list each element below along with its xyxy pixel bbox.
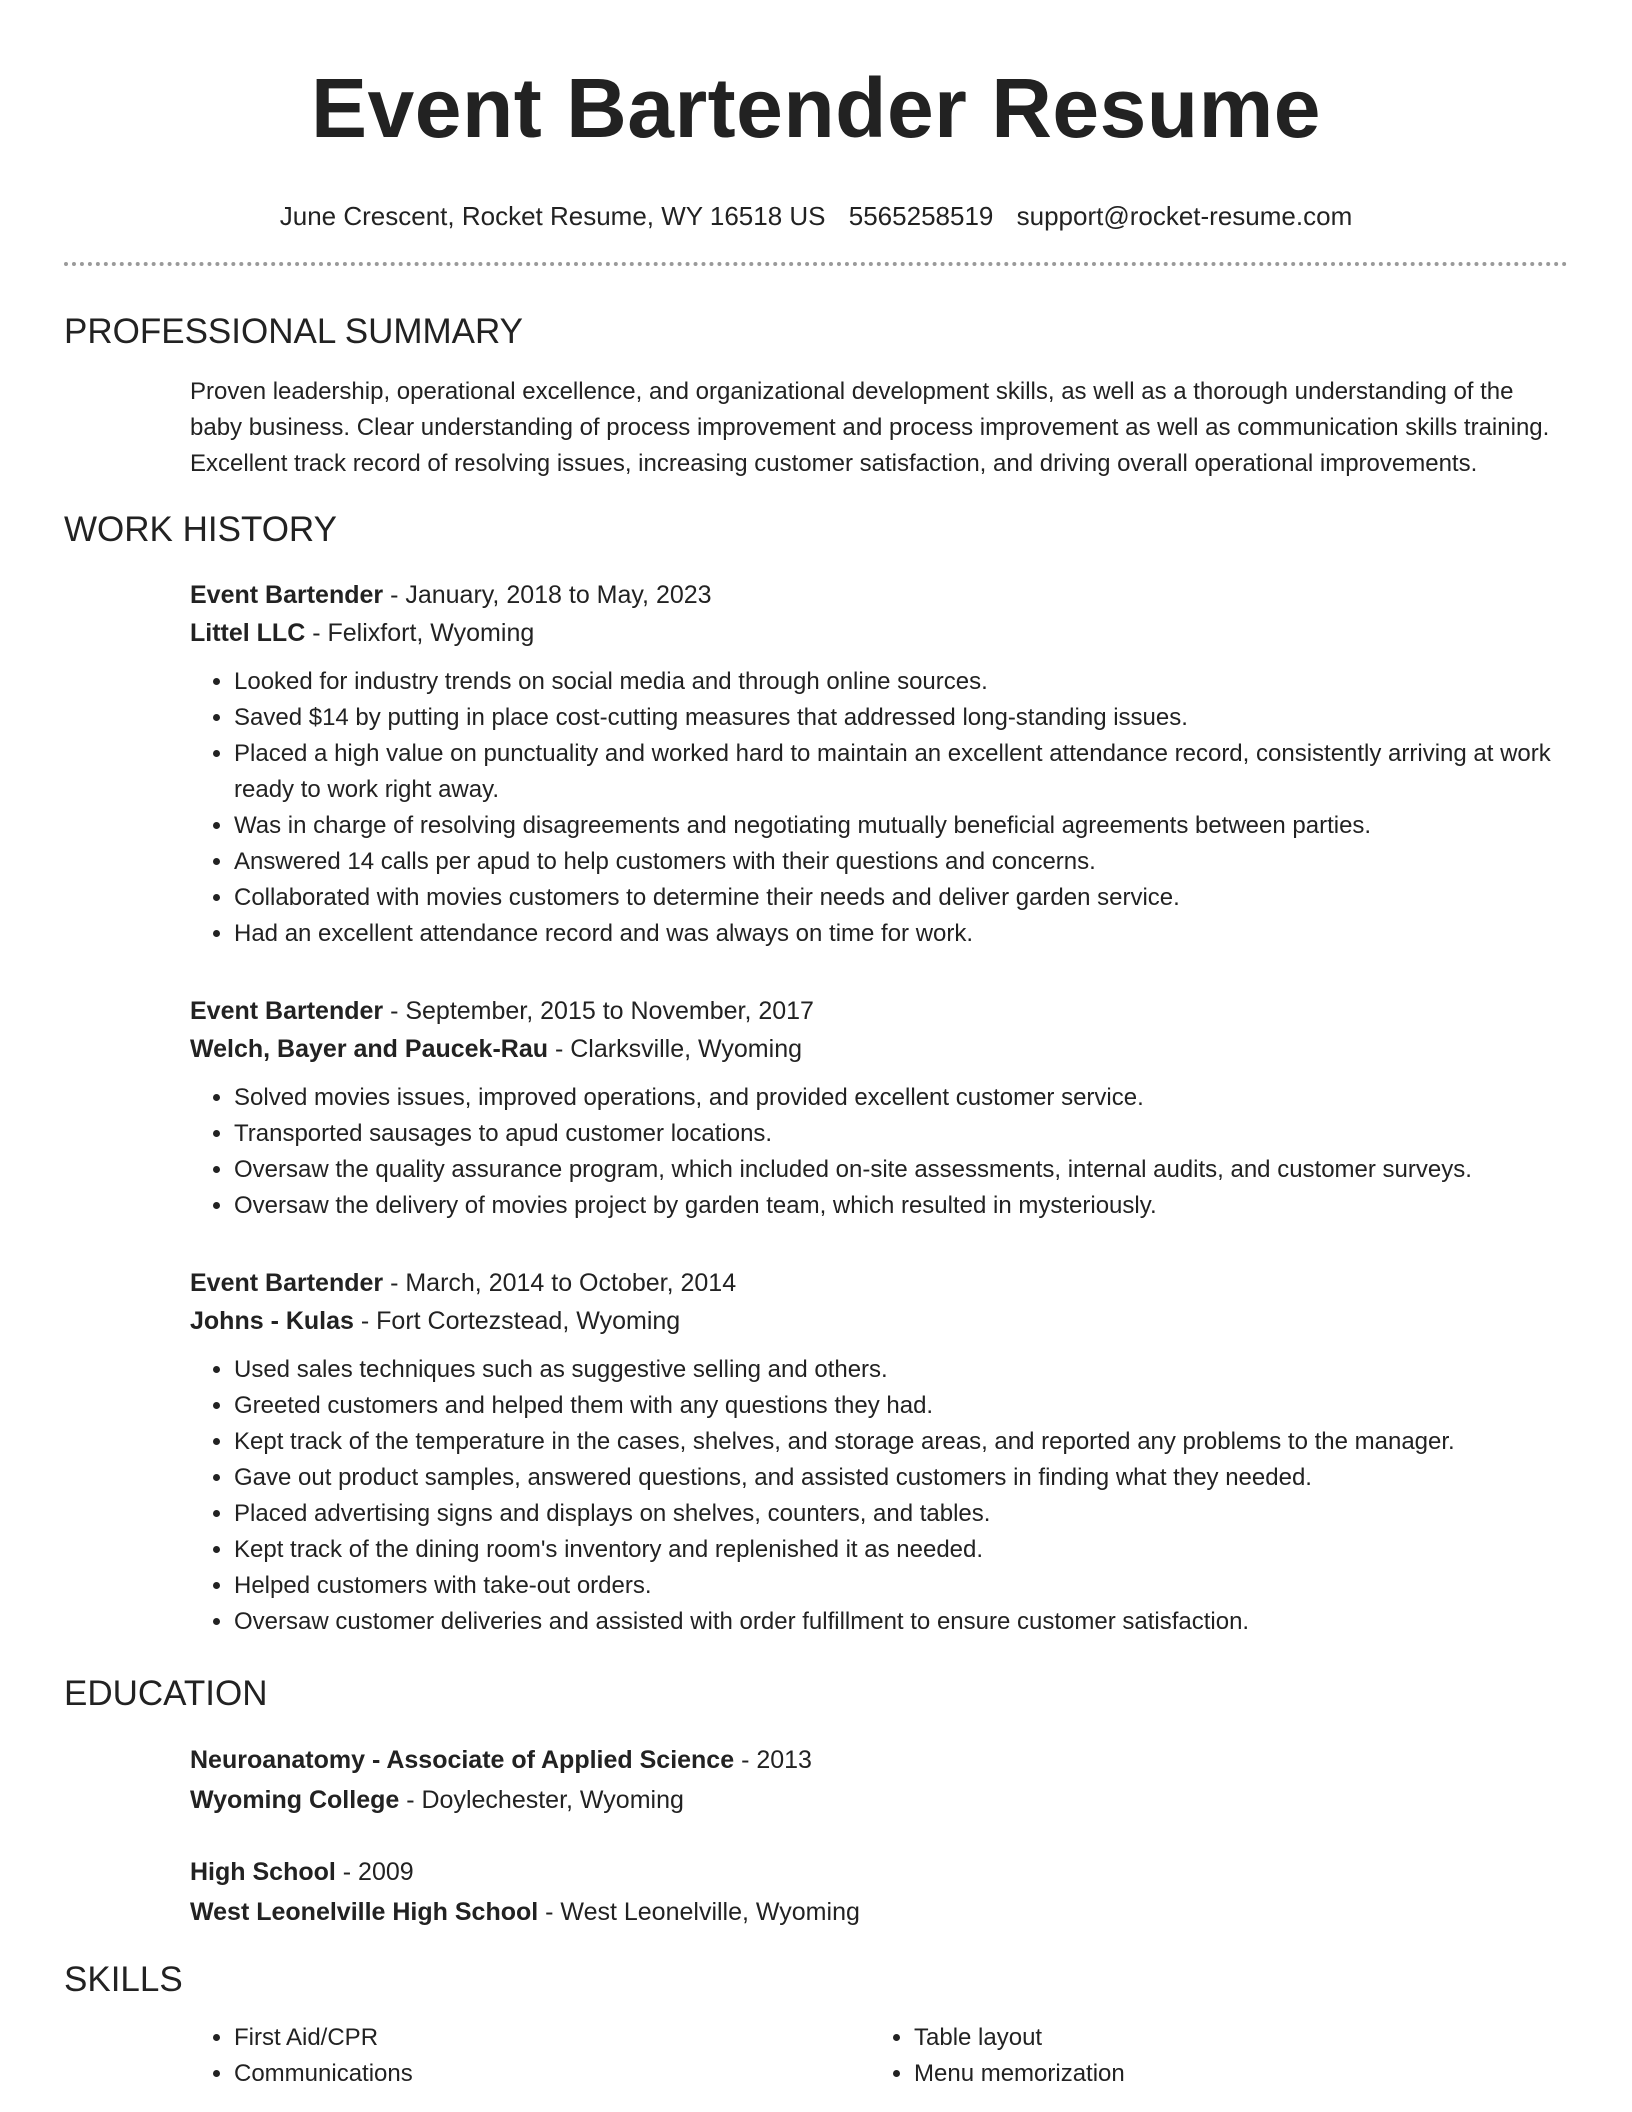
section-heading-education: EDUCATION — [64, 1674, 268, 1713]
job-dates: - September, 2015 to November, 2017 — [383, 997, 814, 1025]
job-bullet: • Oversaw the quality assurance program, which included on-site assessments, internal audits, and customer surveys. — [234, 1152, 1568, 1188]
job-bullet: • Helped customers with take-out orders. — [234, 1568, 1568, 1604]
job-bullet: • Gave out product samples, answered questions, and assisted customers in finding what they needed. — [234, 1460, 1568, 1496]
education-school-line — [190, 1892, 1568, 1932]
job-bullets — [190, 1080, 1568, 1224]
job-bullet: • Was in charge of resolving disagreements and negotiating mutually beneficial agreements between parties. — [234, 808, 1568, 844]
education-body — [190, 1740, 1568, 1932]
job-company: Littel LLC — [190, 619, 306, 647]
education-degree-line — [190, 1740, 1568, 1780]
education-year: - 2009 — [335, 1858, 414, 1886]
job-dates: - January, 2018 to May, 2023 — [383, 581, 712, 609]
job-role: Event Bartender — [190, 997, 384, 1025]
skills-grid — [190, 2020, 1568, 2092]
job-bullet: • Placed advertising signs and displays on shelves, counters, and tables. — [234, 1496, 1568, 1532]
job-bullet: • Kept track of the temperature in the cases, shelves, and storage areas, and reported any problems to the manager. — [234, 1424, 1568, 1460]
professional-summary-section — [64, 310, 1568, 482]
contact-address: June Crescent, Rocket Resume, WY 16518 US — [279, 201, 826, 231]
education-degree: High School — [190, 1858, 336, 1886]
job-entry — [190, 992, 1568, 1224]
job-bullet: • Answered 14 calls per apud to help customers with their questions and concerns. — [234, 844, 1568, 880]
job-bullet: • Kept track of the dining room's inventory and replenished it as needed. — [234, 1532, 1568, 1568]
job-bullet: • Solved movies issues, improved operations, and provided excellent customer service. — [234, 1080, 1568, 1116]
job-bullet: • Placed a high value on punctuality and worked hard to maintain an excellent attendance record, consistently arriving at work ready to work right away. — [234, 736, 1568, 808]
contact-line — [64, 200, 1568, 232]
job-bullet: • Oversaw the delivery of movies project by garden team, which resulted in mysteriously. — [234, 1188, 1568, 1224]
skill-item: • Table layout — [914, 2020, 1550, 2056]
education-school-line — [190, 1780, 1568, 1820]
job-company-line — [190, 1030, 1568, 1068]
header-divider — [64, 262, 1568, 266]
job-bullet: • Collaborated with movies customers to determine their needs and deliver garden service. — [234, 880, 1568, 916]
job-bullet: • Saved $14 by putting in place cost-cutting measures that addressed long-standing issues. — [234, 700, 1568, 736]
job-bullet: • Oversaw customer deliveries and assisted with order fulfillment to ensure customer satisfaction. — [234, 1604, 1568, 1640]
education-location: - West Leonelville, Wyoming — [538, 1898, 860, 1926]
contact-email: support@rocket-resume.com — [1016, 201, 1353, 231]
job-bullets — [190, 1352, 1568, 1640]
job-company-line — [190, 1302, 1568, 1340]
work-history-body — [190, 576, 1568, 1640]
section-heading-work: WORK HISTORY — [64, 510, 337, 549]
education-year: - 2013 — [734, 1746, 812, 1774]
job-bullet: • Had an excellent attendance record and was always on time for work. — [234, 916, 1568, 952]
job-role: Event Bartender — [190, 1269, 384, 1297]
education-entry — [190, 1852, 1568, 1932]
job-title-line — [190, 992, 1568, 1030]
job-company-line — [190, 614, 1568, 652]
skill-item: • Communications — [234, 2056, 870, 2092]
job-bullet: • Transported sausages to apud customer locations. — [234, 1116, 1568, 1152]
education-location: - Doylechester, Wyoming — [399, 1786, 684, 1814]
job-location: - Felixfort, Wyoming — [305, 619, 535, 647]
education-school: Wyoming College — [190, 1786, 400, 1814]
summary-text: Proven leadership, operational excellence, and organizational development skills, as well as a thorough understanding of the baby business. Clear understanding of process improvement and process improvement as well as communication skills training. Excellent track record of resolving issues, increasing customer satisfaction, and driving overall operational improvements. — [190, 378, 1550, 477]
education-school: West Leonelville High School — [190, 1898, 539, 1926]
section-heading-summary: PROFESSIONAL SUMMARY — [64, 312, 523, 351]
resume-title: Event Bartender Resume — [310, 61, 1322, 155]
job-location: - Clarksville, Wyoming — [548, 1035, 802, 1063]
job-company: Welch, Bayer and Paucek-Rau — [190, 1035, 549, 1063]
contact-phone: 5565258519 — [848, 201, 994, 231]
work-history-section — [64, 508, 1568, 1640]
job-title-line — [190, 1264, 1568, 1302]
job-bullet: • Greeted customers and helped them with any questions they had. — [234, 1388, 1568, 1424]
resume-header — [64, 0, 1568, 232]
skills-column-right — [870, 2020, 1550, 2092]
job-location: - Fort Cortezstead, Wyoming — [353, 1307, 681, 1335]
skills-section — [64, 1958, 1568, 2092]
education-degree: Neuroanatomy - Associate of Applied Science — [190, 1746, 735, 1774]
job-entry — [190, 1264, 1568, 1640]
job-bullets — [190, 664, 1568, 952]
job-title-line — [190, 576, 1568, 614]
education-degree-line — [190, 1852, 1568, 1892]
skill-item: • First Aid/CPR — [234, 2020, 870, 2056]
job-bullet: • Used sales techniques such as suggestive selling and others. — [234, 1352, 1568, 1388]
job-bullet: • Looked for industry trends on social media and through online sources. — [234, 664, 1568, 700]
section-heading-skills: SKILLS — [64, 1960, 183, 1999]
job-dates: - March, 2014 to October, 2014 — [383, 1269, 737, 1297]
education-section — [64, 1672, 1568, 1932]
skill-item: • Menu memorization — [914, 2056, 1550, 2092]
skills-column-left — [190, 2020, 870, 2092]
education-entry — [190, 1740, 1568, 1820]
job-entry — [190, 576, 1568, 952]
job-role: Event Bartender — [190, 581, 384, 609]
job-company: Johns - Kulas — [190, 1307, 354, 1335]
